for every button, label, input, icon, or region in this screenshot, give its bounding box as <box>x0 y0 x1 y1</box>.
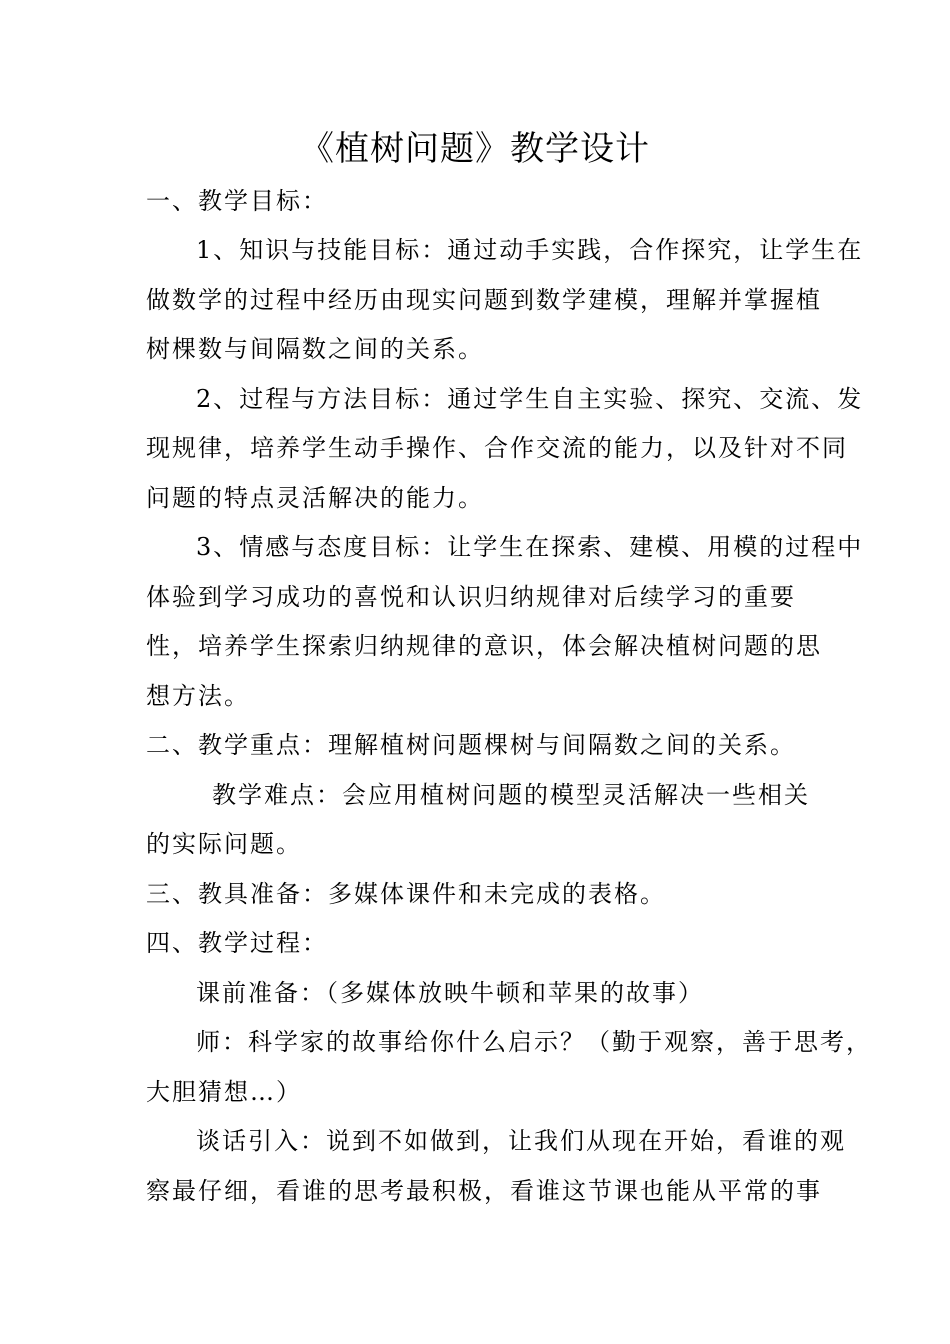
document-title: 《植树问题》教学设计 <box>300 129 650 169</box>
paragraph-line: 性，培养学生探索归纳规律的意识，体会解决植树问题的思 <box>146 632 822 660</box>
paragraph-line: 树棵数与间隔数之间的关系。 <box>146 335 484 363</box>
paragraph-line: 2、过程与方法目标：通过学生自主实验、探究、交流、发 <box>196 385 864 413</box>
paragraph-line: 体验到学习成功的喜悦和认识归纳规律对后续学习的重要 <box>146 583 796 611</box>
paragraph-line: 谈话引入：说到不如做到，让我们从现在开始，看谁的观 <box>196 1127 846 1155</box>
section-heading-process: 四、教学过程： <box>146 929 328 957</box>
paragraph-line: 现规律，培养学生动手操作、合作交流的能力，以及针对不同 <box>146 434 848 462</box>
section-heading-objectives: 一、教学目标： <box>146 187 328 215</box>
section-heading-materials: 三、教具准备：多媒体课件和未完成的表格。 <box>146 880 666 908</box>
paragraph-line: 做数学的过程中经历由现实问题到数学建模，理解并掌握植 <box>146 286 822 314</box>
paragraph-line: 教学难点：会应用植树问题的模型灵活解决一些相关 <box>212 781 810 809</box>
paragraph-line: 1、知识与技能目标：通过动手实践，合作探究，让学生在 <box>196 236 864 264</box>
paragraph-line: 大胆猜想…） <box>146 1078 302 1106</box>
paragraph-line: 察最仔细，看谁的思考最积极，看谁这节课也能从平常的事 <box>146 1177 822 1205</box>
paragraph-line: 3、情感与态度目标：让学生在探索、建模、用模的过程中 <box>196 533 864 561</box>
paragraph-line: 的实际问题。 <box>146 830 302 858</box>
paragraph-line: 想方法。 <box>146 682 250 710</box>
paragraph-line: 问题的特点灵活解决的能力。 <box>146 484 484 512</box>
paragraph-line: 课前准备：（多媒体放映牛顿和苹果的故事） <box>196 979 704 1007</box>
section-heading-key-points: 二、教学重点：理解植树问题棵树与间隔数之间的关系。 <box>146 731 796 759</box>
paragraph-line: 师：科学家的故事给你什么启示？（勤于观察，善于思考， <box>196 1028 872 1056</box>
